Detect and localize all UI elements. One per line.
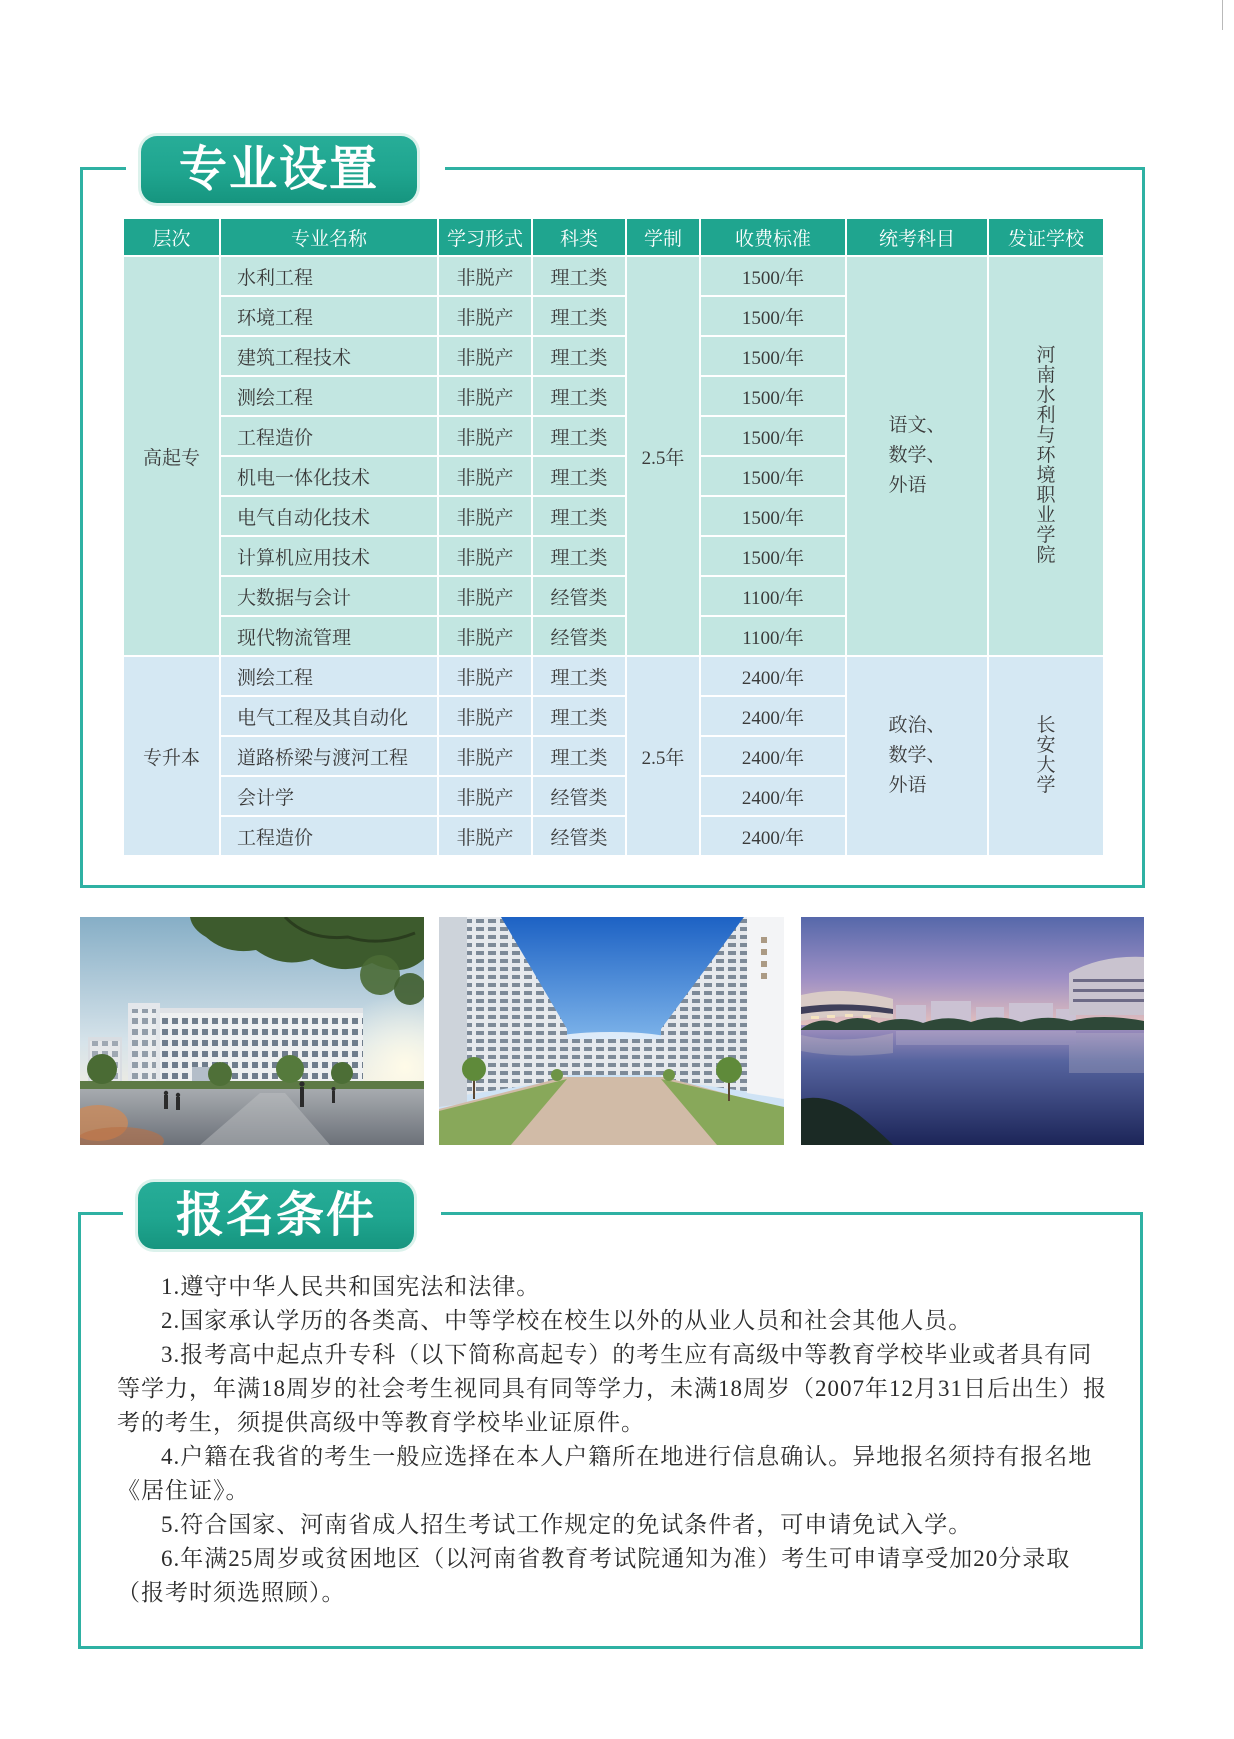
fee-cell: 1500/年	[700, 296, 846, 336]
major-name-cell: 大数据与会计	[220, 576, 438, 616]
level-cell: 专升本	[123, 656, 220, 856]
exam-subject-line: 政治、	[888, 715, 946, 736]
requirement-line: 1.遵守中华人民共和国宪法和法律。	[161, 1274, 541, 1299]
campus-photo-lake	[801, 917, 1144, 1145]
issuing-school-cell	[988, 656, 1104, 856]
requirement-item	[117, 1270, 1132, 1304]
fee-cell: 2400/年	[700, 816, 846, 856]
fee-cell: 2400/年	[700, 656, 846, 696]
campus-photo-building	[80, 917, 424, 1145]
major-name-cell: 电气自动化技术	[220, 496, 438, 536]
fee-cell: 1500/年	[700, 456, 846, 496]
study-form-cell: 非脱产	[438, 776, 532, 816]
category-cell: 理工类	[532, 296, 626, 336]
header-level: 层次	[123, 218, 220, 256]
major-name-cell: 道路桥梁与渡河工程	[220, 736, 438, 776]
requirement-item	[117, 1304, 1132, 1338]
exam-subject-line: 外语	[888, 475, 927, 496]
study-form-cell: 非脱产	[438, 416, 532, 456]
issuing-school-name: 长安大学	[1036, 715, 1056, 796]
fee-cell: 1500/年	[700, 496, 846, 536]
header-category: 科类	[532, 218, 626, 256]
category-cell: 理工类	[532, 496, 626, 536]
study-form-cell: 非脱产	[438, 696, 532, 736]
requirement-line: 3.报考高中起点升专科（以下简称高起专）的考生应有高级中等教育学校毕业或者具有同	[161, 1342, 1093, 1367]
requirement-item	[117, 1338, 1132, 1440]
header-duration: 学制	[626, 218, 700, 256]
table-header-row	[123, 218, 1104, 256]
fee-cell: 1500/年	[700, 536, 846, 576]
major-name-cell: 电气工程及其自动化	[220, 696, 438, 736]
fee-cell: 2400/年	[700, 736, 846, 776]
category-cell: 理工类	[532, 696, 626, 736]
category-cell: 理工类	[532, 376, 626, 416]
study-form-cell: 非脱产	[438, 616, 532, 656]
header-study-form: 学习形式	[438, 218, 532, 256]
page-edge-mark	[1222, 0, 1223, 30]
fee-cell: 2400/年	[700, 696, 846, 736]
fee-cell: 1500/年	[700, 336, 846, 376]
major-name-cell: 工程造价	[220, 416, 438, 456]
exam-subject-line: 外语	[888, 775, 927, 796]
requirement-item	[117, 1440, 1132, 1508]
major-name-cell: 水利工程	[220, 256, 438, 296]
issuing-school-name: 河南水利与环境职业学院	[1036, 345, 1056, 566]
level-cell: 高起专	[123, 256, 220, 656]
study-form-cell: 非脱产	[438, 736, 532, 776]
category-cell: 经管类	[532, 776, 626, 816]
requirement-line: 《居住证》。	[117, 1478, 250, 1503]
table-row	[123, 656, 1104, 696]
category-cell: 理工类	[532, 736, 626, 776]
study-form-cell: 非脱产	[438, 536, 532, 576]
duration-cell: 2.5年	[626, 656, 700, 856]
study-form-cell: 非脱产	[438, 296, 532, 336]
duration-cell: 2.5年	[626, 256, 700, 656]
fee-cell: 1500/年	[700, 256, 846, 296]
fee-cell: 1100/年	[700, 616, 846, 656]
major-name-cell: 机电一体化技术	[220, 456, 438, 496]
header-fee: 收费标准	[700, 218, 846, 256]
table-row	[123, 256, 1104, 296]
requirement-line: （报考时须选照顾）。	[117, 1580, 346, 1605]
header-major-name: 专业名称	[220, 218, 438, 256]
header-issuing-school: 发证学校	[988, 218, 1104, 256]
campus-photo-courtyard	[439, 917, 784, 1145]
exam-subjects-list	[888, 411, 945, 501]
major-name-cell: 会计学	[220, 776, 438, 816]
category-cell: 理工类	[532, 256, 626, 296]
category-cell: 理工类	[532, 456, 626, 496]
fee-cell: 2400/年	[700, 776, 846, 816]
majors-section-header	[126, 136, 445, 203]
requirement-line: 6.年满25周岁或贫困地区（以河南省教育考试院通知为准）考生可申请享受加20分录取	[161, 1546, 1071, 1571]
major-name-cell: 建筑工程技术	[220, 336, 438, 376]
fee-cell: 1500/年	[700, 416, 846, 456]
exam-subject-line: 数学、	[888, 445, 946, 466]
majors-table-header	[123, 218, 1104, 256]
study-form-cell: 非脱产	[438, 256, 532, 296]
category-cell: 经管类	[532, 576, 626, 616]
major-name-cell: 环境工程	[220, 296, 438, 336]
requirement-line: 5.符合国家、河南省成人招生考试工作规定的免试条件者，可申请免试入学。	[161, 1512, 973, 1537]
exam-subjects-cell	[846, 656, 988, 856]
study-form-cell: 非脱产	[438, 656, 532, 696]
category-cell: 理工类	[532, 336, 626, 376]
exam-subjects-list	[888, 711, 945, 801]
exam-subjects-cell	[846, 256, 988, 656]
requirements-section-header	[123, 1182, 441, 1249]
category-cell: 理工类	[532, 536, 626, 576]
exam-subject-line: 数学、	[888, 745, 946, 766]
category-cell: 经管类	[532, 616, 626, 656]
category-cell: 理工类	[532, 416, 626, 456]
requirements-text	[117, 1270, 1132, 1610]
issuing-school-cell	[988, 256, 1104, 656]
study-form-cell: 非脱产	[438, 576, 532, 616]
major-name-cell: 工程造价	[220, 816, 438, 856]
study-form-cell: 非脱产	[438, 816, 532, 856]
category-cell: 理工类	[532, 656, 626, 696]
requirement-line: 4.户籍在我省的考生一般应选择在本人户籍所在地进行信息确认。异地报名须持有报名地	[161, 1444, 1093, 1469]
majors-table-body	[123, 256, 1104, 856]
study-form-cell: 非脱产	[438, 496, 532, 536]
major-name-cell: 测绘工程	[220, 376, 438, 416]
study-form-cell: 非脱产	[438, 376, 532, 416]
requirement-line: 考的考生，须提供高级中等教育学校毕业证原件。	[117, 1410, 645, 1435]
study-form-cell: 非脱产	[438, 336, 532, 376]
requirement-line: 等学力，年满18周岁的社会考生视同具有同等学力，未满18周岁（2007年12月31日后出生）报	[117, 1376, 1107, 1401]
major-name-cell: 测绘工程	[220, 656, 438, 696]
header-exam-subjects: 统考科目	[846, 218, 988, 256]
fee-cell: 1100/年	[700, 576, 846, 616]
category-cell: 经管类	[532, 816, 626, 856]
major-name-cell: 计算机应用技术	[220, 536, 438, 576]
requirement-line: 2.国家承认学历的各类高、中等学校在校生以外的从业人员和社会其他人员。	[161, 1308, 973, 1333]
exam-subject-line: 语文、	[888, 415, 946, 436]
requirements-section-title: 报名条件	[138, 1182, 414, 1249]
majors-table	[122, 217, 1105, 857]
major-name-cell: 现代物流管理	[220, 616, 438, 656]
requirement-item	[117, 1508, 1132, 1542]
fee-cell: 1500/年	[700, 376, 846, 416]
study-form-cell: 非脱产	[438, 456, 532, 496]
majors-section-title: 专业设置	[141, 136, 417, 203]
requirement-item	[117, 1542, 1132, 1610]
